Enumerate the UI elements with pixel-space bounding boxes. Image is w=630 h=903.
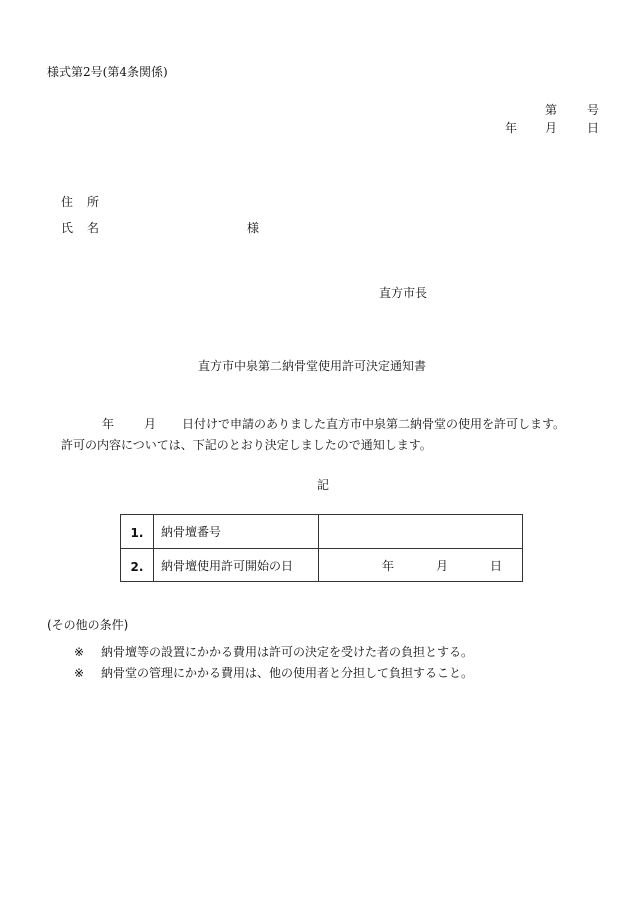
doc-number-suffix: 号 bbox=[587, 103, 600, 117]
row-label: 納骨壇番号 bbox=[154, 515, 319, 548]
row-label: 納骨壇使用許可開始の日 bbox=[154, 549, 319, 582]
start-month-label: 月 bbox=[436, 559, 449, 573]
row-number: 2. bbox=[121, 549, 154, 582]
date-day-label: 日 bbox=[587, 121, 600, 135]
body-paragraph-line-1: 日付けで申請のありました直方市中泉第二納骨堂の使用を許可します。 bbox=[182, 417, 566, 431]
table-row bbox=[121, 515, 522, 549]
name-label-char-2: 名 bbox=[87, 221, 100, 235]
row-number: 1. bbox=[121, 515, 154, 548]
reference-mark-icon: ※ bbox=[74, 666, 85, 680]
row-value bbox=[319, 515, 522, 548]
body-paragraph-line-2: 許可の内容については、下記のとおり決定しましたので通知します。 bbox=[61, 438, 432, 452]
condition-item: 納骨堂の管理にかかる費用は、他の使用者と分担して負担すること。 bbox=[101, 666, 474, 680]
table-row bbox=[121, 549, 522, 582]
body-month-label: 月 bbox=[144, 417, 157, 431]
detail-table bbox=[120, 514, 523, 582]
document-title: 直方市中泉第二納骨堂使用許可決定通知書 bbox=[198, 359, 427, 373]
address-label-char-2: 所 bbox=[87, 195, 100, 209]
body-year-label: 年 bbox=[102, 417, 115, 431]
start-day-label: 日 bbox=[490, 559, 503, 573]
honorific: 様 bbox=[247, 221, 260, 235]
name-label-char-1: 氏 bbox=[61, 221, 74, 235]
condition-item: 納骨壇等の設置にかかる費用は許可の決定を受けた者の負担とする。 bbox=[101, 645, 474, 659]
form-number: 様式第2号(第4条関係) bbox=[47, 65, 168, 79]
conditions-heading: (その他の条件) bbox=[47, 618, 129, 632]
start-year-label: 年 bbox=[382, 559, 395, 573]
date-year-label: 年 bbox=[505, 121, 518, 135]
ki-heading: 記 bbox=[317, 478, 330, 492]
doc-number-prefix: 第 bbox=[545, 103, 558, 117]
issuer: 直方市長 bbox=[379, 286, 428, 300]
date-month-label: 月 bbox=[545, 121, 558, 135]
address-label-char-1: 住 bbox=[61, 195, 74, 209]
reference-mark-icon: ※ bbox=[74, 645, 85, 659]
row-value bbox=[319, 549, 522, 582]
